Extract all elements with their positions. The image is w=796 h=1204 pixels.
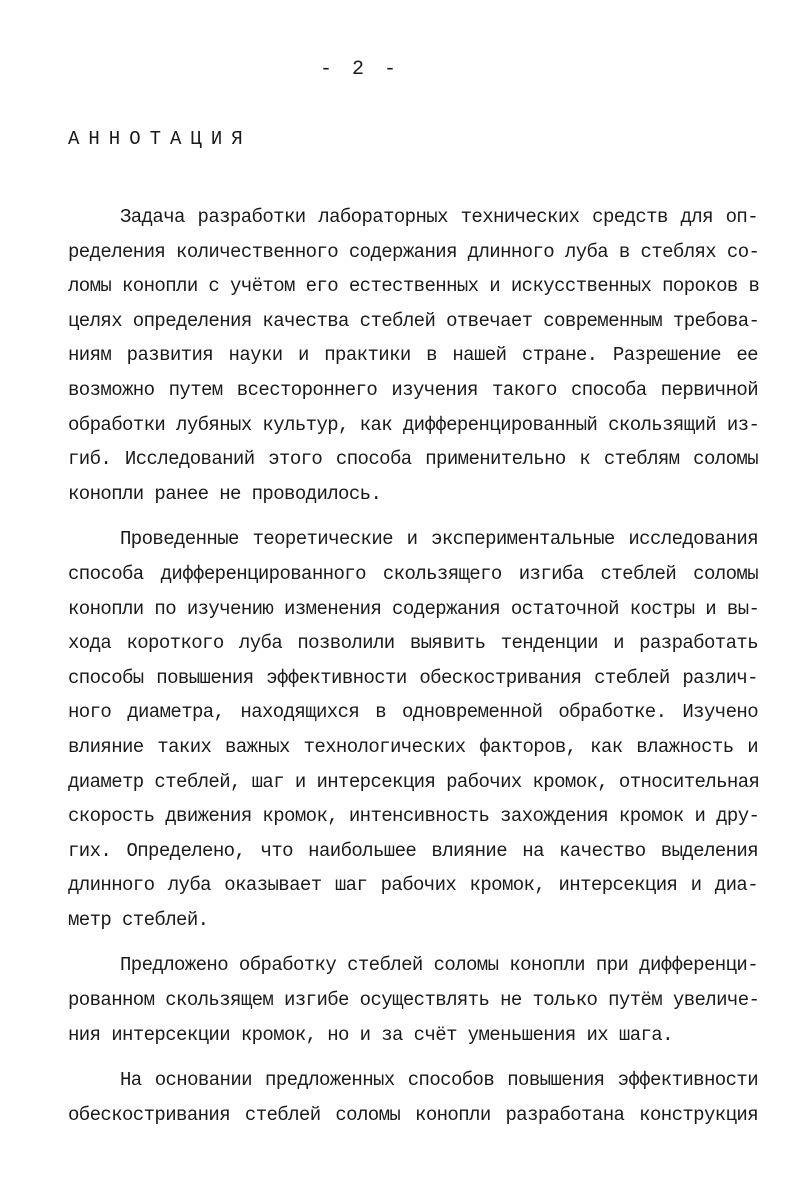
paragraph <box>68 948 758 1052</box>
text-line: влияние таких важных технологических факторов, как влажность и <box>68 735 758 758</box>
paragraph <box>68 200 758 511</box>
text-line: ределения количественного содержания длинного луба в стеблях со- <box>68 240 760 263</box>
paragraph <box>68 522 758 937</box>
text-line: На основании предложенных способов повышения эффективности <box>120 1069 758 1092</box>
text-line: целях определения качества стеблей отвечает современным требова- <box>68 309 760 332</box>
text-line: Задача разработки лабораторных технических средств для оп- <box>120 206 758 228</box>
text-line: Предложено обработку стеблей соломы конопли при дифференци- <box>120 954 758 977</box>
text-line: гих. Определено, что наибольшее влияние на качество выделения <box>68 839 758 862</box>
text-line: конопли ранее не проводилось. <box>68 482 382 505</box>
text-line: обработки лубяных культур, как дифференцированный скользящий из- <box>68 413 760 436</box>
page-number: - 2 - <box>319 58 400 81</box>
paragraph <box>68 1063 758 1132</box>
text-line: ломы конопли с учётом его естественных и искусственных пороков в <box>68 275 760 298</box>
text-line: хода короткого луба позволили выявить тенденции и разработать <box>68 632 758 655</box>
text-line: рованном скользящем изгибе осуществлять не только путём увеличе- <box>68 989 760 1012</box>
annotation-body <box>68 200 758 1143</box>
text-line: способы повышения эффективности обескостривания стеблей различ- <box>68 666 758 689</box>
text-line: способа дифференцированного скользящего изгиба стеблей соломы <box>68 562 758 585</box>
text-line: ного диаметра, находящихся в одновременной обработке. Изучено <box>68 701 758 724</box>
text-line: скорость движения кромок, интенсивность захождения кромок и дру- <box>68 805 760 828</box>
text-line: длинного луба оказывает шаг рабочих кромок, интерсекция и диа- <box>68 874 758 897</box>
text-line: гиб. Исследований этого способа применительно к стеблям соломы <box>68 448 758 471</box>
text-line: Проведенные теоретические и экспериментальные исследования <box>120 528 758 551</box>
text-line: метр стеблей. <box>68 908 209 931</box>
text-line: ниям развития науки и практики в нашей стране. Разрешение ее <box>68 344 758 367</box>
section-heading: АННОТАЦИЯ <box>68 128 252 150</box>
text-line: возможно путем всестороннего изучения такого способа первичной <box>68 378 758 401</box>
text-line: обескостривания стеблей соломы конопли разработана конструкция <box>68 1103 758 1126</box>
text-line: ния интерсекции кромок, но и за счёт уменьшения их шага. <box>68 1023 673 1046</box>
text-line: конопли по изучению изменения содержания остаточной костры и вы- <box>68 597 760 620</box>
text-line: диаметр стеблей, шаг и интерсекция рабочих кромок, относительная <box>68 770 760 793</box>
